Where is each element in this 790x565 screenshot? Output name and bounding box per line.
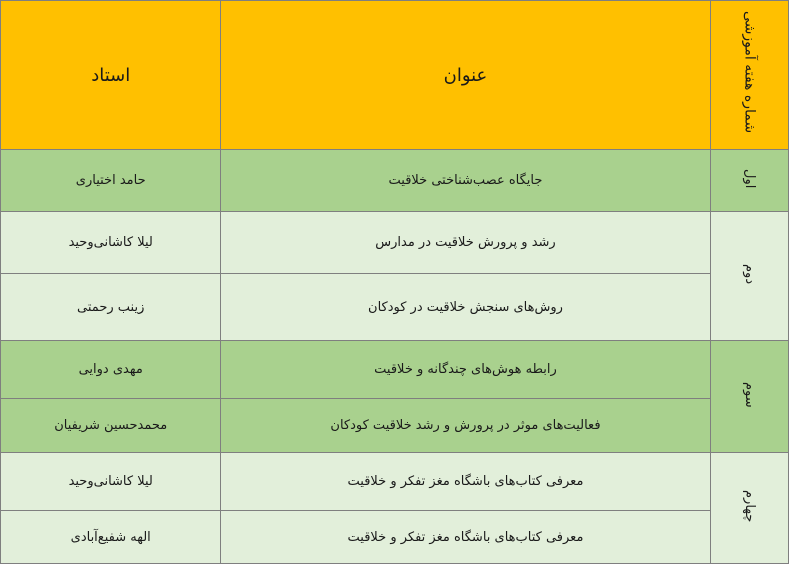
header-title-cell: عنوان bbox=[221, 1, 710, 150]
table-row bbox=[1, 274, 789, 341]
title-cell: فعالیت‌های موثر در پرورش و رشد خلاقیت کودکان bbox=[221, 399, 710, 453]
week-label: اول bbox=[741, 168, 757, 189]
table-row bbox=[1, 511, 789, 564]
title-cell: جایگاه عصب‌شناختی خلاقیت bbox=[221, 150, 710, 212]
table-row bbox=[1, 453, 789, 511]
teacher-cell: حامد اختیاری bbox=[1, 150, 221, 212]
teacher-cell: الهه شفیع‌آبادی bbox=[1, 511, 221, 564]
teacher-cell: لیلا کاشانی‌وحید bbox=[1, 453, 221, 511]
week-cell-3 bbox=[710, 341, 788, 453]
week-label: چهارم bbox=[741, 489, 757, 523]
header-row bbox=[1, 1, 789, 150]
week-label: دوم bbox=[741, 263, 757, 285]
teacher-cell: لیلا کاشانی‌وحید bbox=[1, 212, 221, 274]
header-teacher-cell: استاد bbox=[1, 1, 221, 150]
table-row bbox=[1, 341, 789, 399]
header-week-label: شماره هفته آموزشی bbox=[741, 11, 758, 134]
teacher-cell: مهدی دوایی bbox=[1, 341, 221, 399]
table-row bbox=[1, 150, 789, 212]
title-cell: رشد و پرورش خلاقیت در مدارس bbox=[221, 212, 710, 274]
week-cell-2 bbox=[710, 212, 788, 341]
teacher-cell: زینب رحمتی bbox=[1, 274, 221, 341]
title-cell: رابطه هوش‌های چندگانه و خلاقیت bbox=[221, 341, 710, 399]
week-cell-1 bbox=[710, 150, 788, 212]
title-cell: معرفی کتاب‌های باشگاه مغز تفکر و خلاقیت bbox=[221, 511, 710, 564]
title-cell: روش‌های سنجش خلاقیت در کودکان bbox=[221, 274, 710, 341]
table-row bbox=[1, 212, 789, 274]
week-cell-4 bbox=[710, 453, 788, 564]
week-label: سوم bbox=[741, 381, 757, 408]
header-week-cell bbox=[710, 1, 788, 150]
title-cell: معرفی کتاب‌های باشگاه مغز تفکر و خلاقیت bbox=[221, 453, 710, 511]
table-row bbox=[1, 399, 789, 453]
teacher-cell: محمدحسین شریفیان bbox=[1, 399, 221, 453]
